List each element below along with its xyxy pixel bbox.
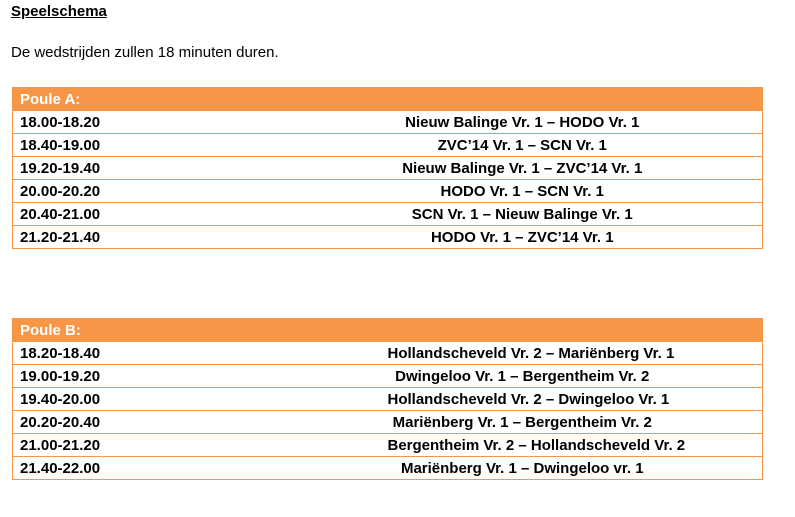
match-time: 18.40-19.00: [13, 134, 388, 157]
match-teams: HODO Vr. 1 – SCN Vr. 1: [388, 180, 763, 203]
poule-a-table: [12, 87, 763, 249]
match-time: 19.40-20.00: [13, 388, 388, 411]
match-time: 20.20-20.40: [13, 411, 388, 434]
table-row: [13, 226, 763, 249]
match-teams: Bergentheim Vr. 2 – Hollandscheveld Vr. 2: [388, 434, 763, 457]
poule-b-title: Poule B:: [13, 319, 763, 342]
match-time: 18.00-18.20: [13, 111, 388, 134]
table-row: [13, 180, 763, 203]
match-time: 21.20-21.40: [13, 226, 388, 249]
poule-a-header-row: [13, 88, 763, 111]
table-row: [13, 134, 763, 157]
table-row: [13, 157, 763, 180]
match-teams: Nieuw Balinge Vr. 1 – HODO Vr. 1: [388, 111, 763, 134]
poule-b-table: [12, 318, 763, 480]
poule-a-title: Poule A:: [13, 88, 763, 111]
table-row: [13, 434, 763, 457]
match-teams: HODO Vr. 1 – ZVC’14 Vr. 1: [388, 226, 763, 249]
match-teams: Dwingeloo Vr. 1 – Bergentheim Vr. 2: [388, 365, 763, 388]
poule-b-header-row: [13, 319, 763, 342]
table-row: [13, 342, 763, 365]
match-teams: ZVC’14 Vr. 1 – SCN Vr. 1: [388, 134, 763, 157]
match-time: 21.40-22.00: [13, 457, 388, 480]
match-time: 20.00-20.20: [13, 180, 388, 203]
match-teams: Nieuw Balinge Vr. 1 – ZVC’14 Vr. 1: [388, 157, 763, 180]
match-time: 19.20-19.40: [13, 157, 388, 180]
table-row: [13, 388, 763, 411]
match-time: 20.40-21.00: [13, 203, 388, 226]
table-row: [13, 457, 763, 480]
match-teams: Mariënberg Vr. 1 – Bergentheim Vr. 2: [388, 411, 763, 434]
match-time: 19.00-19.20: [13, 365, 388, 388]
match-teams: SCN Vr. 1 – Nieuw Balinge Vr. 1: [388, 203, 763, 226]
table-row: [13, 203, 763, 226]
table-row: [13, 111, 763, 134]
match-teams: Hollandscheveld Vr. 2 – Mariënberg Vr. 1: [388, 342, 763, 365]
match-time: 21.00-21.20: [13, 434, 388, 457]
match-teams: Hollandscheveld Vr. 2 – Dwingeloo Vr. 1: [388, 388, 763, 411]
page-heading: Speelschema: [11, 3, 107, 20]
table-row: [13, 411, 763, 434]
intro-text: De wedstrijden zullen 18 minuten duren.: [11, 44, 279, 61]
table-row: [13, 365, 763, 388]
match-time: 18.20-18.40: [13, 342, 388, 365]
match-teams: Mariënberg Vr. 1 – Dwingeloo vr. 1: [388, 457, 763, 480]
